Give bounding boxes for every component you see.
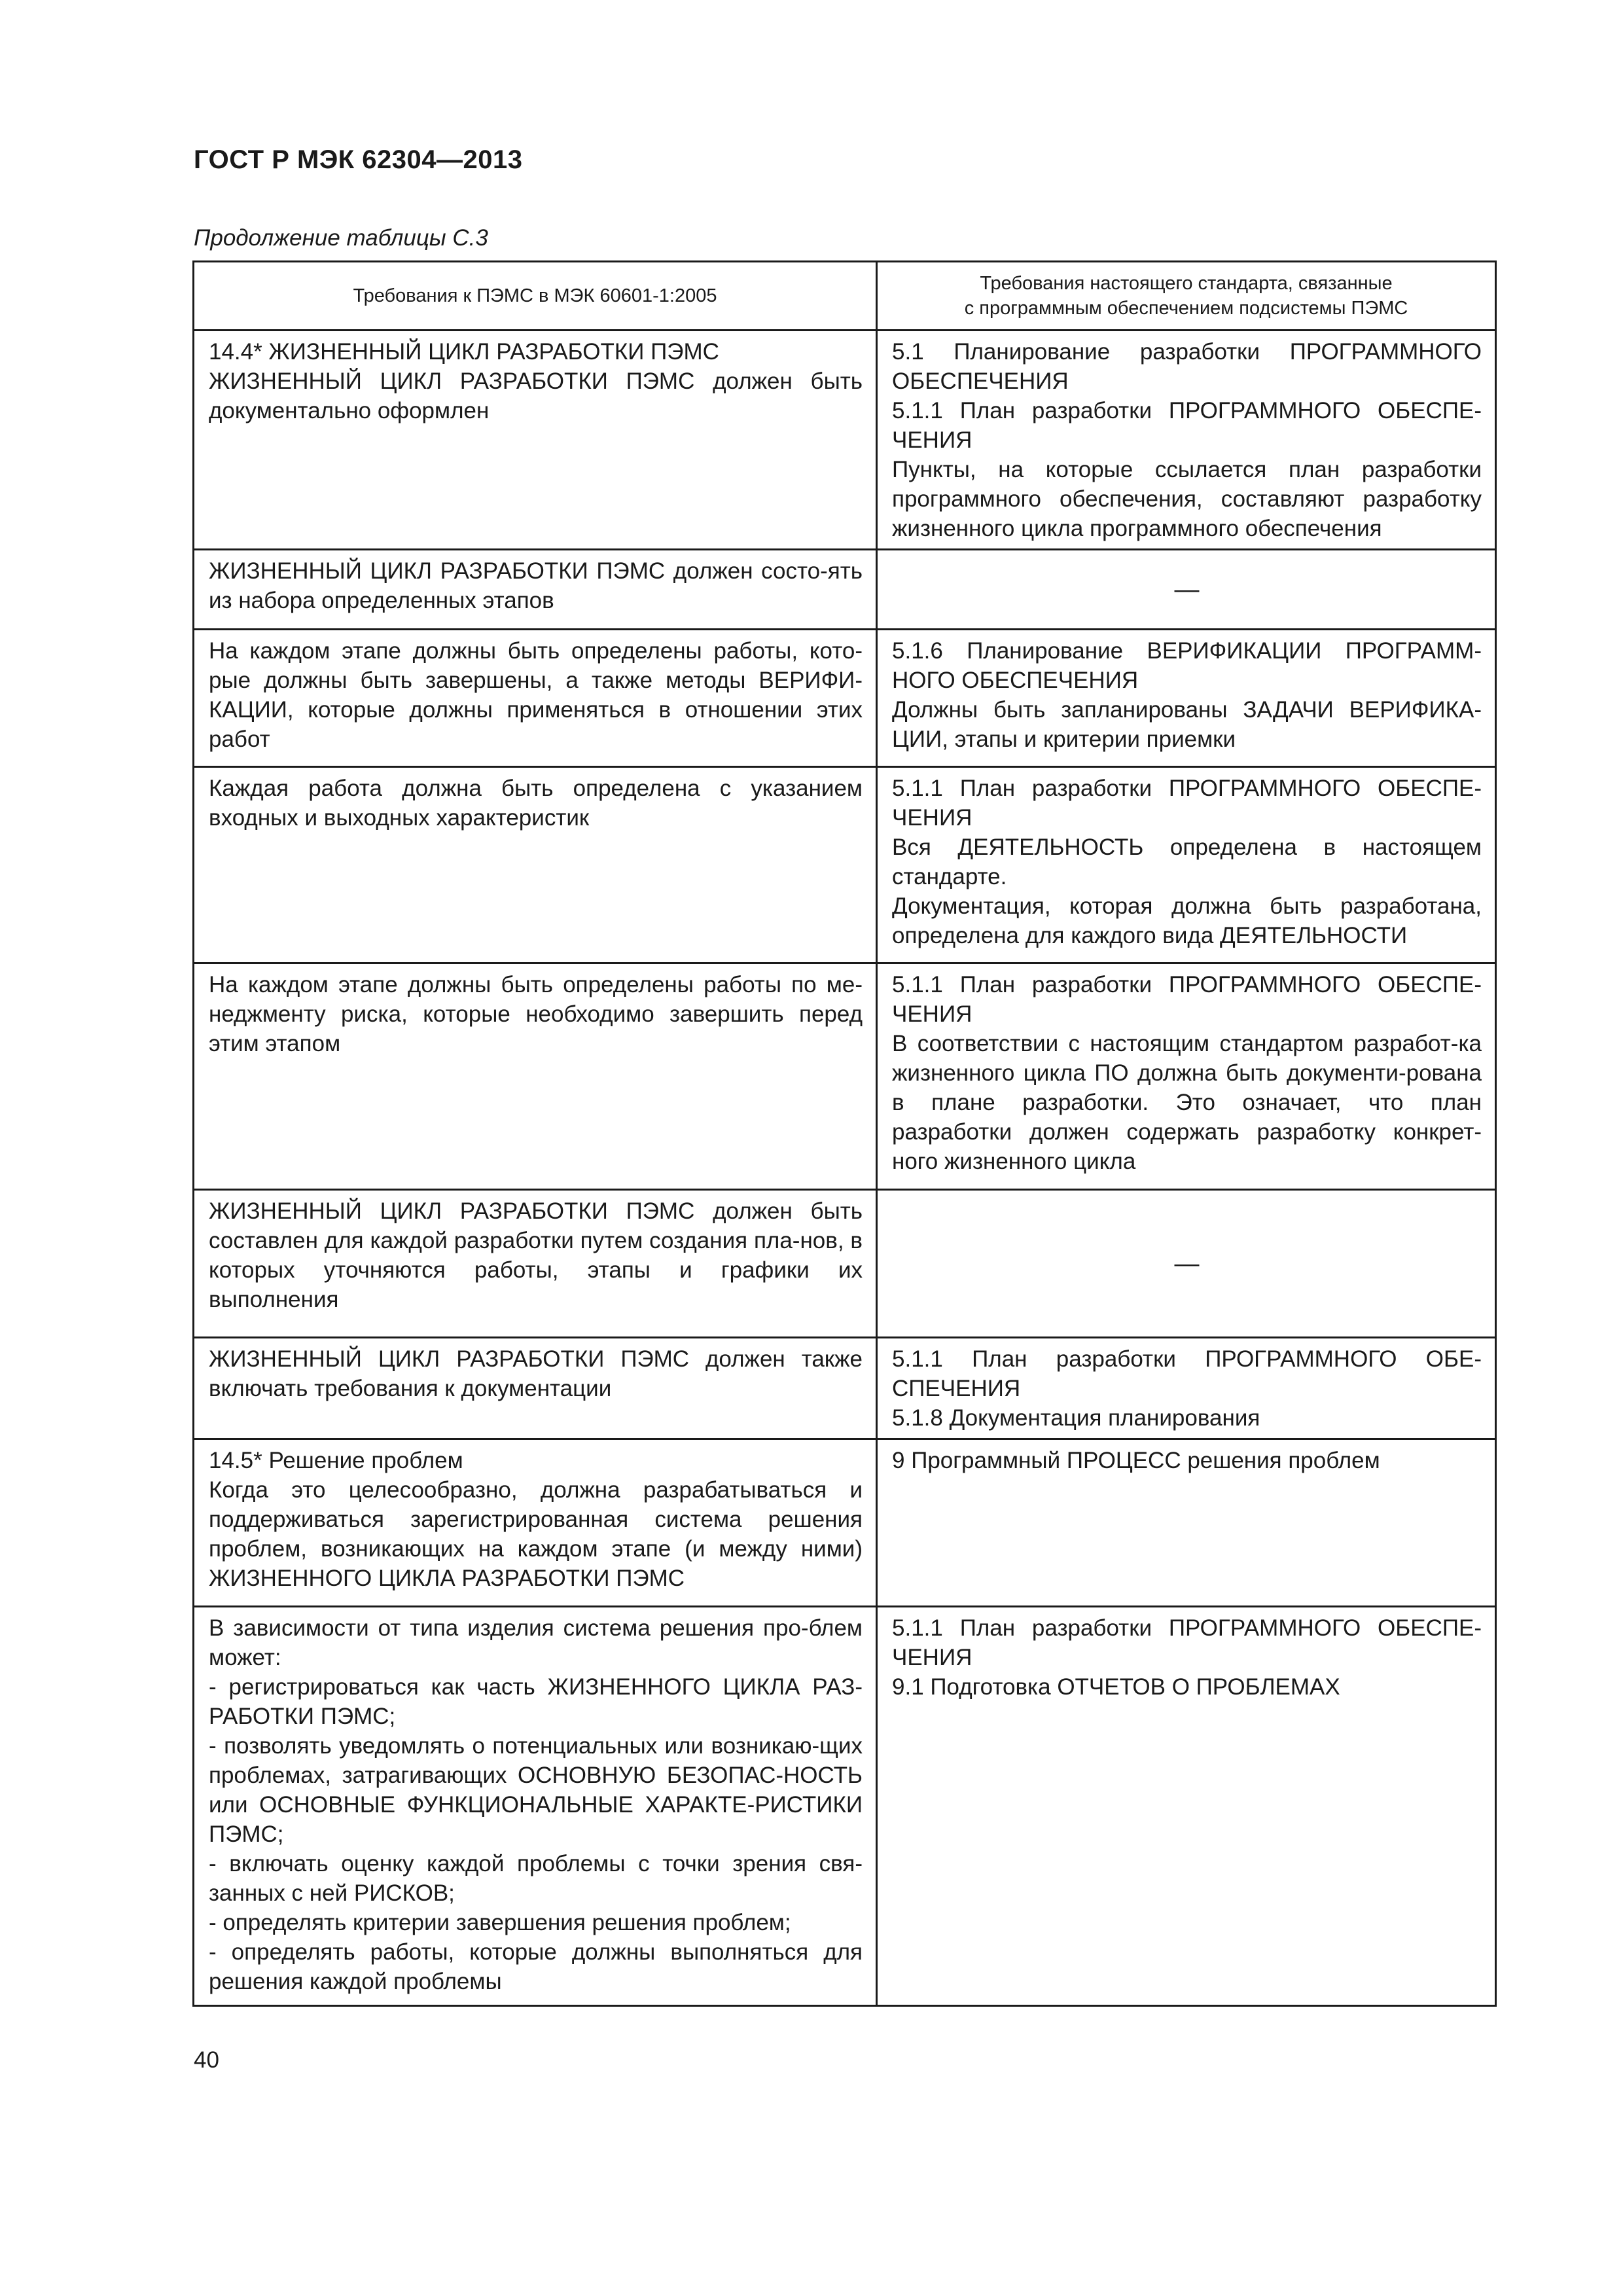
pems-requirement-cell: В зависимости от типа изделия система решения про-блем может: - регистрироваться как часть ЖИЗНЕННОГО ЦИКЛА РАЗ-РАБОТКИ ПЭМС; - позволять уведомлять о потенциальных или возникаю-щих проблемах, затрагивающих ОСНОВНУЮ БЕЗОПАС-НОСТЬ или ОСНОВНЫЕ ФУНКЦИОНАЛЬНЫЕ ХАРАКТЕ-РИСТИКИ ПЭМС; - включать оценку каждой проблемы с точки зрения свя-занных с ней РИСКОВ; - определять критерии завершения решения проблем; - определять работы, которые должны выполняться для решения каждой проблемы — [194, 1607, 877, 2006]
document-standard-code: ГОСТ Р МЭК 62304—2013 — [194, 145, 523, 174]
standard-reference-cell: 9 Программный ПРОЦЕСС решения проблем — [877, 1439, 1496, 1607]
empty-reference-dash: — — [877, 550, 1496, 630]
standard-reference-cell: 5.1.1 План разработки ПРОГРАММНОГО ОБЕ-СПЕЧЕНИЯ 5.1.8 Документация планирования — [877, 1338, 1496, 1439]
table-row — [194, 630, 1496, 767]
empty-reference-dash: — — [877, 1190, 1496, 1338]
table-caption: Продолжение таблицы С.3 — [194, 225, 488, 251]
table-row — [194, 550, 1496, 630]
page-number: 40 — [194, 2047, 219, 2073]
pems-requirement-cell: На каждом этапе должны быть определены работы, кото-рые должны быть завершены, а также методы ВЕРИФИ-КАЦИИ, которые должны применяться в отношении этих работ — [194, 630, 877, 767]
standard-reference-cell: 5.1.1 План разработки ПРОГРАММНОГО ОБЕСПЕ-ЧЕНИЯ 9.1 Подготовка ОТЧЕТОВ О ПРОБЛЕМАХ — [877, 1607, 1496, 2006]
column-header-pems-requirements: Требования к ПЭМС в МЭК 60601-1:2005 — [194, 262, 877, 331]
pems-requirement-cell: ЖИЗНЕННЫЙ ЦИКЛ РАЗРАБОТКИ ПЭМС должен быть составлен для каждой разработки путем создания пла-нов, в которых уточняются работы, этапы и графики их выполнения — [194, 1190, 877, 1338]
table-row — [194, 1338, 1496, 1439]
table-row — [194, 963, 1496, 1190]
table-row — [194, 331, 1496, 550]
pems-requirement-cell: ЖИЗНЕННЫЙ ЦИКЛ РАЗРАБОТКИ ПЭМС должен также включать требования к документации — [194, 1338, 877, 1439]
standard-reference-cell: 5.1.1 План разработки ПРОГРАММНОГО ОБЕСПЕ-ЧЕНИЯ В соответствии с настоящим стандартом разработ-ка жизненного цикла ПО должна быть документи-рована в плане разработки. Это означает, что план разработки должен содержать разработку конкрет-ного жизненного цикла — [877, 963, 1496, 1190]
standard-reference-cell: 5.1.1 План разработки ПРОГРАММНОГО ОБЕСПЕ-ЧЕНИЯ Вся ДЕЯТЕЛЬНОСТЬ определена в настоящем стандарте. Документация, которая должна быть разработана, определена для каждого вида ДЕЯТЕЛЬНОСТИ — [877, 767, 1496, 963]
table-row — [194, 767, 1496, 963]
standard-reference-cell: 5.1.6 Планирование ВЕРИФИКАЦИИ ПРОГРАММ-НОГО ОБЕСПЕЧЕНИЯ Должны быть запланированы ЗАДАЧИ ВЕРИФИКА-ЦИИ, этапы и критерии приемки — [877, 630, 1496, 767]
table-row — [194, 1607, 1496, 2006]
pems-requirement-cell: На каждом этапе должны быть определены работы по ме-неджменту риска, которые необходимо завершить перед этим этапом — [194, 963, 877, 1190]
pems-requirement-cell: ЖИЗНЕННЫЙ ЦИКЛ РАЗРАБОТКИ ПЭМС должен состо-ять из набора определенных этапов — [194, 550, 877, 630]
table-header-row — [194, 262, 1496, 331]
standard-reference-cell: 5.1 Планирование разработки ПРОГРАММНОГО ОБЕСПЕЧЕНИЯ 5.1.1 План разработки ПРОГРАММНОГО ОБЕСПЕ-ЧЕНИЯ Пункты, на которые ссылается план разработки программного обеспечения, составляют разработку жизненного цикла программного обеспечения — [877, 331, 1496, 550]
column-header-standard-requirements: Требования настоящего стандарта, связанные с программным обеспечением подсистемы ПЭМС — [877, 262, 1496, 331]
pems-requirement-cell: 14.5* Решение проблем Когда это целесообразно, должна разрабатываться и поддерживаться зарегистрированная система решения проблем, возникающих на каждом этапе (и между ними) ЖИЗНЕННОГО ЦИКЛА РАЗРАБОТКИ ПЭМС — [194, 1439, 877, 1607]
pems-requirement-cell: Каждая работа должна быть определена с указанием входных и выходных характеристик — [194, 767, 877, 963]
requirements-table — [192, 260, 1497, 2007]
table-row — [194, 1190, 1496, 1338]
table-row — [194, 1439, 1496, 1607]
pems-requirement-cell: 14.4* ЖИЗНЕННЫЙ ЦИКЛ РАЗРАБОТКИ ПЭМС ЖИЗНЕННЫЙ ЦИКЛ РАЗРАБОТКИ ПЭМС должен быть документально оформлен — [194, 331, 877, 550]
